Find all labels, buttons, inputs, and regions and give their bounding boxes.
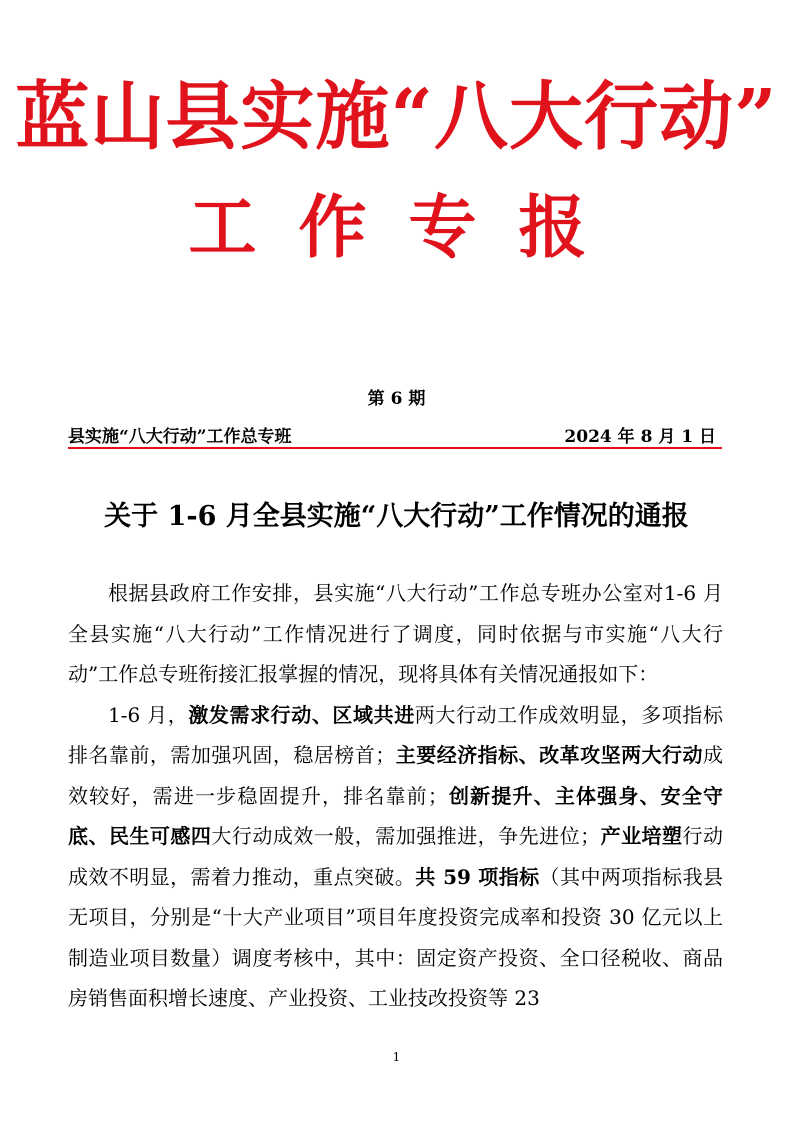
text-run: 行动成效不明显，需着力推动，重点突破。 xyxy=(68,824,724,889)
red-divider-line xyxy=(68,447,722,449)
article-heading: 关于 1-6 月全县实施“八大行动”工作情况的通报 xyxy=(104,501,689,532)
bold-run: 产业培塑 xyxy=(600,824,683,848)
bold-run: 共 59 项指标 xyxy=(415,864,540,889)
paragraph-summary xyxy=(68,695,723,1019)
bold-run: 激发需求行动、区域共进 xyxy=(188,702,415,727)
issue-number: 第 6 期 xyxy=(367,389,426,409)
page-number: 1 xyxy=(392,1050,401,1064)
report-title-line1: 蓝山县实施“八大行动” xyxy=(15,74,778,160)
issuer-date-row xyxy=(68,422,720,446)
bold-run: 创新提升、主体强身、安全守底、民生可感四 xyxy=(68,783,724,848)
text-run: 大行动成效一般，需加强推进，争先进位； xyxy=(211,824,601,848)
issue-date: 2024 年 8 月 1 日 xyxy=(564,427,716,447)
text-run: 1-6 月， xyxy=(108,702,189,727)
article-body xyxy=(68,573,723,1019)
text-run: （其中两项指标我县无项目，分别是“十大产业项目”项目年度投资完成率和投资 30 亿元以上制造业项目数量）调度考核中，其中：固定资产投资、全口径税收、商品房销售面积增长速度、产业投资、工业技改投资等 23 xyxy=(68,864,724,1010)
paragraph-intro: 根据县政府工作安排，县实施“八大行动”工作总专班办公室对1-6 月全县实施“八大行动”工作情况进行了调度，同时依据与市实施“八大行动”工作总专班衔接汇报掌握的情况，现将具体有关情况通报如下： xyxy=(68,581,723,686)
bold-run: 主要经济指标、改革攻坚两大行动 xyxy=(395,743,704,767)
text-run: 成效较好，需进一步稳固提升，排名靠前； xyxy=(68,743,724,808)
report-title-line2: 工作专报 xyxy=(188,188,629,268)
text-run: 两大行动工作成效明显，多项指标排名靠前，需加强巩固，稳居榜首； xyxy=(68,702,723,767)
issuer-name: 县实施“八大行动”工作总专班 xyxy=(68,427,292,447)
